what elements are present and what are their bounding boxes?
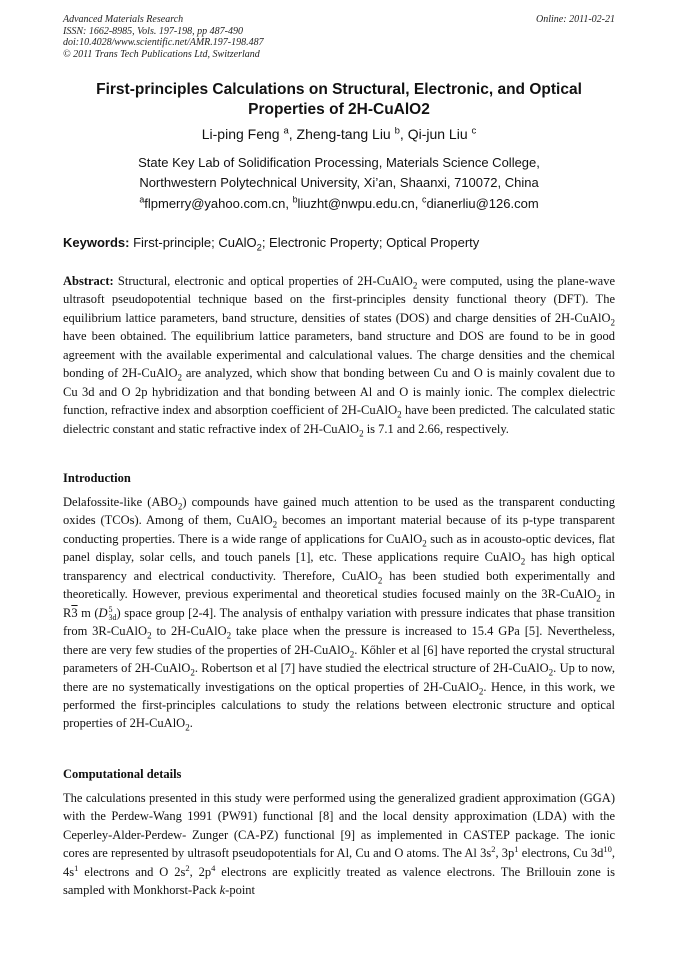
keywords-text-2: ; Electronic Property; Optical Property xyxy=(261,235,480,250)
abstract-text: Structural, electronic and optical properties of 2H-CuAlO xyxy=(117,274,413,288)
email-list xyxy=(0,194,678,213)
intro-text: in R xyxy=(63,587,615,620)
intro-text: take place when the pressure is increased to 15.4 GPa [5]. Nevertheless, there are very few studies of the properties of 2H-CuAlO xyxy=(63,624,615,657)
abstract-text: have been obtained. The equilibrium lattice parameters, band structure and DOS are found to be in good agreement with the available experimental and calculational values. The charge densities and the chemical bonding of 2H-CuAlO xyxy=(63,329,615,381)
keywords xyxy=(63,234,615,252)
superscript: 1 xyxy=(514,844,519,855)
journal-header xyxy=(63,14,615,60)
email-3[interactable]: dianerliu@126.com xyxy=(426,196,539,211)
subscript: 2 xyxy=(226,630,232,641)
comp-text: -point xyxy=(225,883,256,898)
abstract xyxy=(63,272,615,438)
intro-text: . Kőhler et al [6] have reported the crystal structural parameters of 2H-CuAlO xyxy=(63,642,615,676)
author-2-mark: b xyxy=(394,125,400,137)
author-list: Li-ping Feng $^a$, Zheng-tang Liu $^b$, Qi-jun Liu $^c$ xyxy=(201,125,477,142)
abstract-text: were computed, using the plane-wave ultrasoft pseudopotential technique based on the first-principles density functional theory (DFT). The equilibrium lattice parameters, band structure, densities of states (DOS) and charge densities of 2H-CuAlO xyxy=(63,274,615,325)
intro-text: . xyxy=(189,716,193,731)
issn-line: ISSN: 1662-8985, Vols. 197-198, pp 487-490 xyxy=(63,25,243,37)
affiliation xyxy=(0,153,678,192)
subscript: 2 xyxy=(520,556,526,567)
point-group-sup: 5 xyxy=(108,604,113,614)
intro-text: becomes an important material because of its p-type transparent conducting properties. There is a wide range of applications for CuAlO xyxy=(63,513,615,546)
intro-text: . Up to now, there are no systematically investigations on the optical properties of 2H-CuAlO xyxy=(63,661,615,694)
author-1-mark: a xyxy=(283,125,289,137)
point-group-indices xyxy=(109,606,117,622)
point-group-sub: 3d xyxy=(108,612,117,622)
email-3-mark: c xyxy=(422,194,427,205)
intro-text: has been studied both experimentally and theoretically. However, previous experimental and theoretical studies focused mainly on the 3R-CuAlO xyxy=(63,568,615,602)
intro-text: ) space group [2-4]. The analysis of enthalpy variation with pressure indicates that phase transition from 3R-CuAlO xyxy=(63,605,616,639)
subscript: 2 xyxy=(272,519,278,530)
subscript: 2 xyxy=(422,538,427,549)
keywords-sub: 2 xyxy=(256,242,262,253)
email-1[interactable]: flpmerry@yahoo.com.cn, xyxy=(144,196,289,211)
title-line-1: First-principles Calculations on Structural, Electronic, and Optical xyxy=(96,81,582,98)
subscript: 2 xyxy=(177,501,183,512)
comp-text: electrons and O 2s xyxy=(78,864,186,879)
superscript: 1 xyxy=(74,862,79,873)
subscript: 2 xyxy=(377,575,383,586)
intro-text: . Hence, in this work, we performed the first-principles calculations to study the relations between electronic structure and optical properties of 2H-CuAlO xyxy=(63,679,615,731)
subscript: 2 xyxy=(359,428,364,439)
intro-text: Delafossite-like (ABO xyxy=(63,495,178,509)
subscript: 2 xyxy=(185,722,190,733)
email-2-mark: b xyxy=(292,194,298,205)
title-line-2: Properties of 2H-CuAlO2 xyxy=(248,101,430,118)
comp-text: , 3p xyxy=(495,846,515,861)
online-date: Online: 2011-02-21 xyxy=(536,14,615,25)
author-1: Li-ping Feng xyxy=(201,126,280,142)
author-2: Zheng-tang Liu xyxy=(296,126,391,142)
affiliation-line-2: Northwestern Polytechnical University, Xi’an, Shaanxi, 710072, China xyxy=(139,174,539,190)
intro-text: . Robertson et al [7] have studied the electrical structure of 2H-CuAlO xyxy=(194,661,549,676)
computational-heading: Computational details xyxy=(63,767,182,781)
intro-text: to 2H-CuAlO xyxy=(151,624,227,639)
superscript: 2 xyxy=(185,862,190,873)
computational-body xyxy=(63,789,615,900)
comp-text: electrons are explicitly treated as valence electrons. The Brillouin zone is sampled with Monkhorst-Pack xyxy=(63,864,615,898)
comp-text: The calculations presented in this study were performed using the generalized gradient approximation (GGA) with the Perdew-Wang 1991 (PW91) functional [8] and the local density approximation (LDA) with the Ceperley-Alder-Perdew- Zunger (CA-PZ) functional [9] as implemented in CASTEP package. The ionic cores are represented by ultrasoft pseudopotentials for Al, Cu and O atoms. The Al 3s xyxy=(63,791,615,861)
email-2[interactable]: liuzht@nwpu.edu.cn, xyxy=(297,196,419,211)
abstract-text: is 7.1 and 2.66, respectively. xyxy=(363,421,509,436)
k-symbol: k xyxy=(219,883,226,898)
abstract-label: Abstract: xyxy=(63,274,114,288)
superscript: 4 xyxy=(211,862,216,873)
comp-text: , 4s xyxy=(63,846,616,879)
keywords-text-1: First-principle; CuAlO xyxy=(133,235,257,250)
introduction-heading: Introduction xyxy=(63,471,131,485)
superscript: 10 xyxy=(603,844,612,855)
author-3-mark: c xyxy=(471,125,477,137)
intro-text: m ( xyxy=(77,605,99,620)
author-3: Qi-jun Liu xyxy=(407,126,468,142)
intro-text: such as in acousto-optic devices, flat panel display, solar cells, and touch panels [1], etc. These applications require CuAlO xyxy=(63,531,615,565)
subscript: 2 xyxy=(147,630,152,641)
keywords-label: Keywords: xyxy=(63,235,130,250)
superscript: 2 xyxy=(491,844,496,855)
abstract-text: are analyzed, which show that bonding between Cu and O is mainly covalent due to Cu 3d and O 2p hybridization and that bonding between Al and O is mainly ionic. The complex dielectric function, refractive index and absorption coefficient of 2H-CuAlO xyxy=(63,366,615,418)
journal-name: Advanced Materials Research xyxy=(63,14,184,25)
subscript: 2 xyxy=(610,317,615,328)
copyright-line: © 2011 Trans Tech Publications Ltd, Switzerland xyxy=(63,48,260,60)
intro-text: ) compounds have gained much attention to be used as the transparent conducting oxides (TCOs). Among of them, CuAlO xyxy=(63,495,615,528)
subscript: 2 xyxy=(478,686,484,697)
affiliation-line-1: State Key Lab of Solidification Processing, Materials Science College, xyxy=(138,155,540,170)
intro-text: has high optical transparency and electrical conductivity. Therefore, CuAlO xyxy=(63,550,616,583)
doi-line[interactable]: doi:10.4028/www.scientific.net/AMR.197-198.487 xyxy=(63,37,264,48)
comp-text: , 2p xyxy=(189,864,212,879)
bar-three-symbol: 3 xyxy=(71,605,78,620)
subscript: 2 xyxy=(397,409,402,420)
abstract-text: have been predicted. The calculated static dielectric constant and static refractive index of 2H-CuAlO xyxy=(63,403,615,436)
subscript: 2 xyxy=(190,667,195,678)
subscript: 2 xyxy=(596,593,601,604)
paper-title xyxy=(70,80,608,120)
introduction-body xyxy=(63,493,615,733)
comp-text: electrons, Cu 3d xyxy=(518,846,604,861)
point-group-symbol: D xyxy=(98,605,108,620)
subscript: 2 xyxy=(349,649,355,660)
email-1-mark: a xyxy=(139,194,145,205)
subscript: 2 xyxy=(412,280,418,291)
subscript: 2 xyxy=(548,667,554,678)
subscript: 2 xyxy=(177,372,183,383)
